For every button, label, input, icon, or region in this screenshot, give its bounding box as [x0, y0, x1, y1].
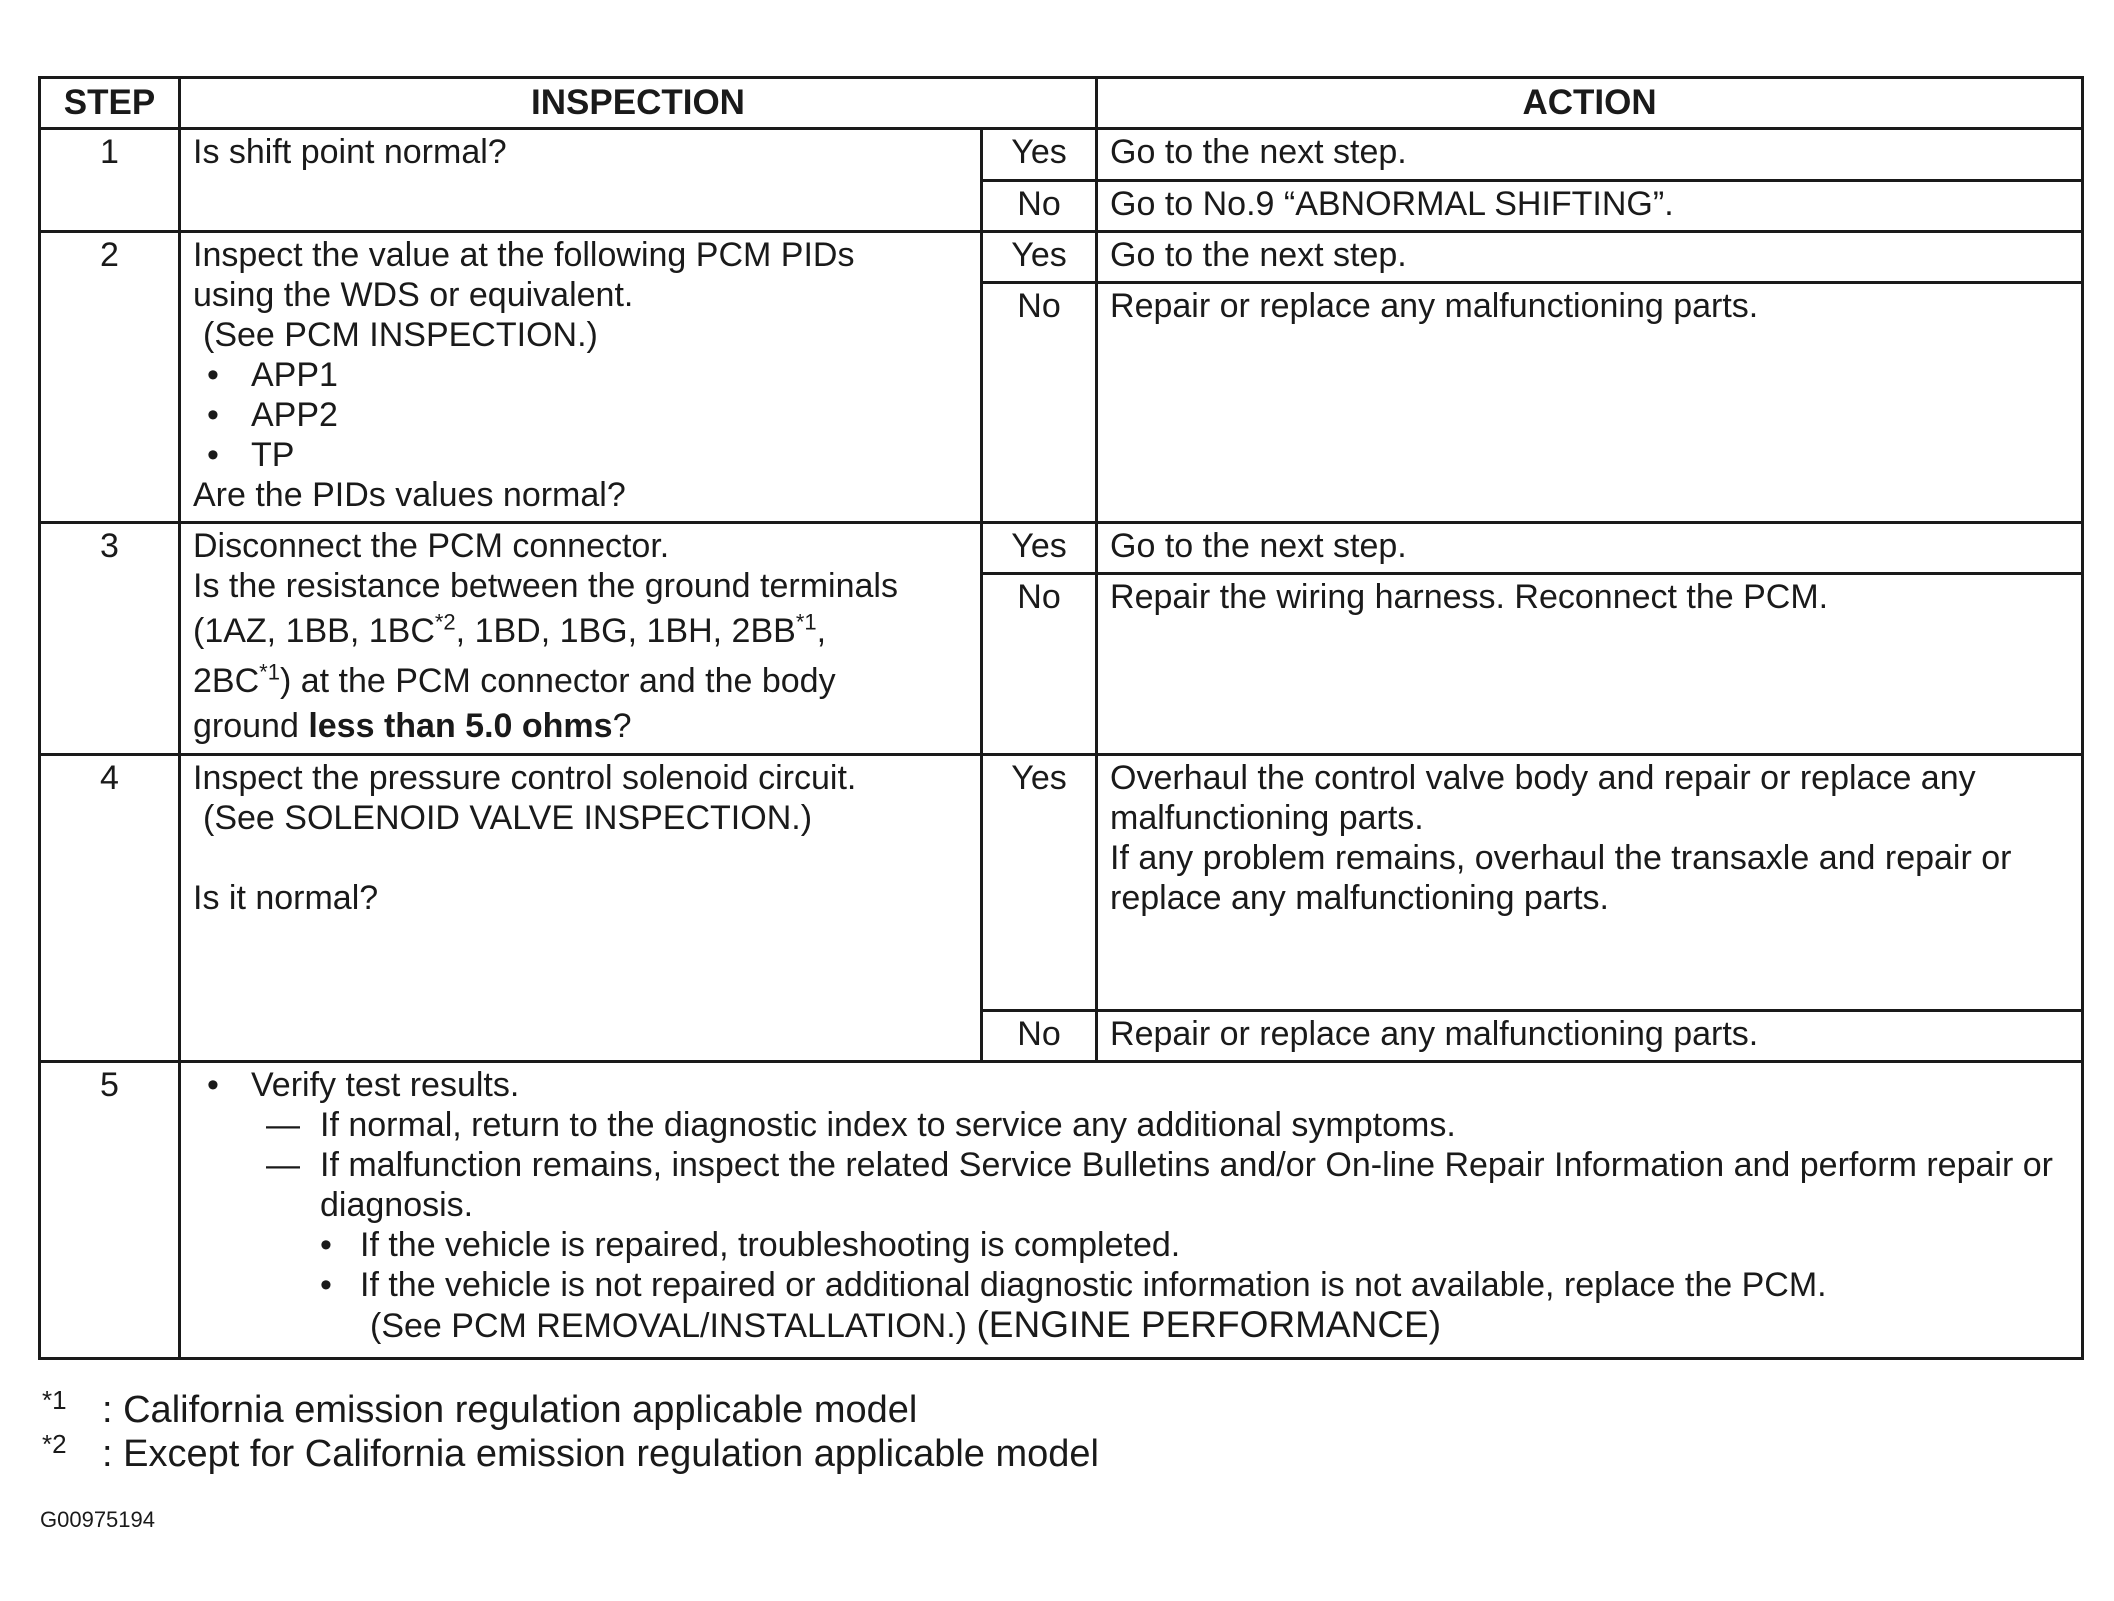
no-label: No: [982, 180, 1097, 231]
footnote: [42, 1385, 1099, 1432]
header-row: [40, 78, 2083, 129]
footnotes: [42, 1385, 1099, 1476]
result-item: — If normal, return to the diagnostic index to service any additional symptoms.: [266, 1105, 2069, 1145]
step-number: 4: [40, 755, 180, 1062]
inspection-line: Disconnect the PCM connector.: [193, 526, 670, 565]
inspection-cell: [180, 755, 982, 1062]
footnote-text: : Except for California emission regulation applicable model: [102, 1433, 1099, 1475]
verify-item: • Verify test results.: [207, 1065, 2069, 1105]
yes-action: [1097, 755, 2083, 1011]
spacer: [193, 838, 968, 878]
pid-item: • TP: [207, 435, 968, 475]
step-number: 3: [40, 522, 180, 754]
step-number: 5: [40, 1062, 180, 1359]
footnote-text: : California emission regulation applicable model: [102, 1389, 918, 1431]
reference-text: (See PCM INSPECTION.): [203, 315, 598, 354]
result-item: — If malfunction remains, inspect the related Service Bulletins and/or On-line Repair Information and perform repair or diagnosis.: [266, 1145, 2069, 1225]
yes-label: Yes: [982, 129, 1097, 180]
inspection-line: Inspect the value at the following PCM PIDs: [193, 235, 855, 274]
repair-item: • If the vehicle is repaired, troubleshooting is completed.: [320, 1225, 2069, 1265]
yes-action: Go to the next step.: [1097, 231, 2083, 282]
no-label: No: [982, 574, 1097, 755]
repair-item: [320, 1265, 2069, 1346]
inspection-line: using the WDS or equivalent.: [193, 275, 634, 314]
table-row: [40, 129, 2083, 180]
footnote-mark: *1: [42, 1385, 67, 1415]
terminal-text: ,: [816, 611, 827, 650]
terminal-text: , 1BD, 1BG, 1BH, 2BB: [455, 611, 796, 650]
no-action: Go to No.9 “ABNORMAL SHIFTING”.: [1097, 180, 2083, 231]
no-label: No: [982, 1010, 1097, 1061]
pid-list: [193, 355, 968, 475]
inspection-header: INSPECTION: [180, 78, 1097, 129]
yes-label: Yes: [982, 522, 1097, 573]
table-row: [40, 1062, 2083, 1359]
verify-list: [193, 1065, 2069, 1105]
action-text: If any problem remains, overhaul the transaxle and repair or replace any malfunctioning parts.: [1110, 839, 2012, 918]
pid-item: • APP2: [207, 395, 968, 435]
figure-code: G00975194: [40, 1507, 155, 1532]
yes-action: Go to the next step.: [1097, 522, 2083, 573]
inspection-line: Inspect the pressure control solenoid circuit.: [193, 759, 857, 798]
action-text: Overhaul the control valve body and repair or replace any malfunctioning parts.: [1110, 759, 1976, 838]
verify-cell: [180, 1062, 2083, 1359]
step-number: 1: [40, 129, 180, 232]
yes-label: Yes: [982, 231, 1097, 282]
reference-text: (See PCM REMOVAL/INSTALLATION.): [370, 1307, 968, 1346]
diagnostic-table: [38, 76, 2084, 1360]
inspection-question: [193, 706, 968, 746]
terminal-text: 2BC: [193, 661, 260, 700]
result-list: [193, 1105, 2069, 1225]
no-action: Repair or replace any malfunctioning parts.: [1097, 1010, 2083, 1061]
spec-value: less than 5.0 ohms: [308, 706, 613, 745]
terminal-text: (1AZ, 1BB, 1BC: [193, 611, 435, 650]
question-mark: ?: [612, 706, 632, 745]
terminal-text: ) at the PCM connector and the body: [279, 661, 836, 700]
yes-action: Go to the next step.: [1097, 129, 2083, 180]
step-number: 2: [40, 231, 180, 522]
table-row: [40, 522, 2083, 573]
no-label: No: [982, 283, 1097, 522]
repair-text: If the vehicle is not repaired or additional diagnostic information is not available, replace the PCM.: [360, 1266, 1827, 1305]
inspection-question: Are the PIDs values normal?: [193, 475, 626, 514]
inspection-cell: [180, 522, 982, 754]
terminal-list: [193, 656, 968, 706]
action-header: ACTION: [1097, 78, 2083, 129]
question-text: ground: [193, 706, 309, 745]
inspection-cell: Is shift point normal?: [180, 129, 982, 232]
footnote: [42, 1429, 1099, 1476]
footnote-ref: *2: [434, 609, 456, 635]
pid-item: • APP1: [207, 355, 968, 395]
inspection-question: Is it normal?: [193, 879, 379, 918]
terminal-list: [193, 606, 968, 656]
yes-label: Yes: [982, 755, 1097, 1011]
reference-section: (ENGINE PERFORMANCE): [976, 1304, 1442, 1346]
footnote-ref: *1: [795, 609, 817, 635]
inspection-cell: [180, 231, 982, 522]
inspection-line: Is the resistance between the ground terminals: [193, 566, 898, 605]
repair-list: [193, 1225, 2069, 1346]
footnote-ref: *1: [259, 659, 280, 685]
reference-text: (See SOLENOID VALVE INSPECTION.): [203, 799, 813, 838]
no-action: Repair or replace any malfunctioning parts.: [1097, 283, 2083, 522]
table-row: [40, 231, 2083, 282]
footnote-mark: *2: [42, 1429, 67, 1459]
no-action: Repair the wiring harness. Reconnect the PCM.: [1097, 574, 2083, 755]
step-header: STEP: [40, 78, 180, 129]
table-row: [40, 755, 2083, 1011]
